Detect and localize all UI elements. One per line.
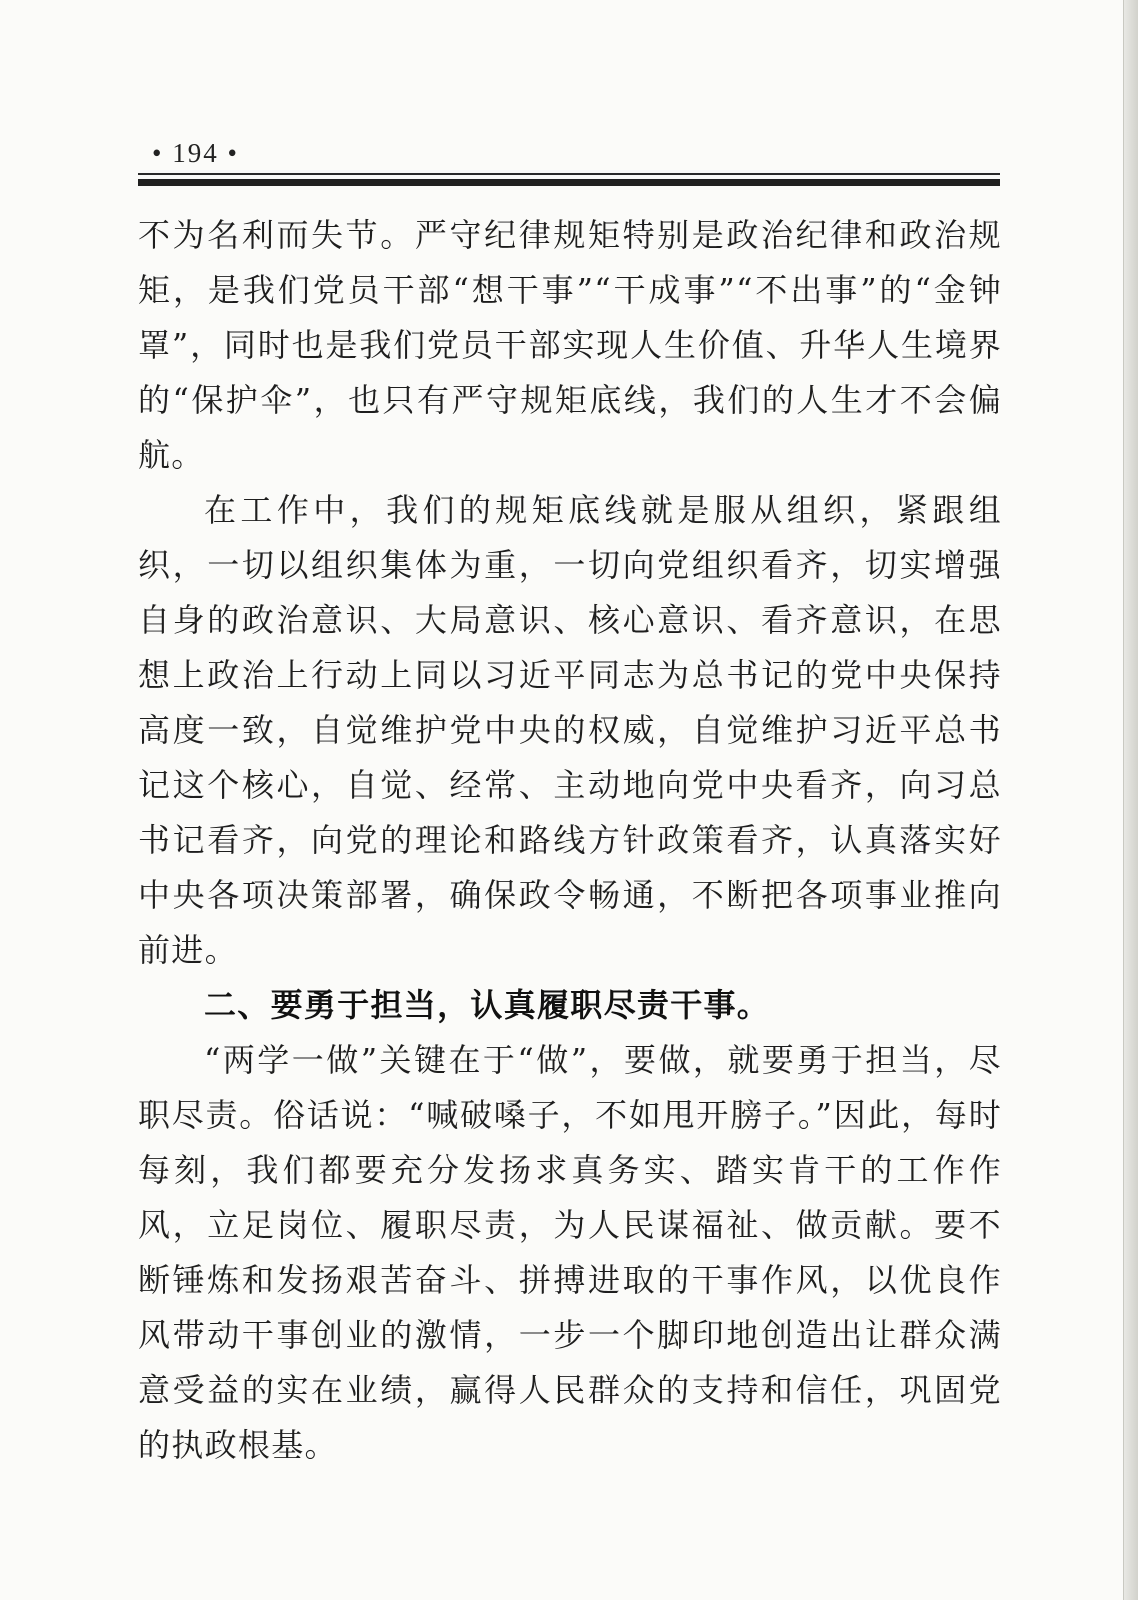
paragraph-continued: 不为名利而失节。严守纪律规矩特别是政治纪律和政治规矩，是我们党员干部“想干事”“干成事”“不出事”的“金钟罩”，同时也是我们党员干部实现人生价值、升华人生境界的“保护伞”，也只有严守规矩底线，我们的人生才不会偏航。 xyxy=(138,216,1002,474)
paragraph-work-rules: 在工作中，我们的规矩底线就是服从组织，紧跟组织，一切以组织集体为重，一切向党组织看齐，切实增强自身的政治意识、大局意识、核心意识、看齐意识，在思想上政治上行动上同以习近平同志为总书记的党中央保持高度一致，自觉维护党中央的权威，自觉维护习近平总书记这个核心，自觉、经常、主动地向党中央看齐，向习总书记看齐，向党的理论和路线方针政策看齐，认真落实好中央各项决策部署，确保政令畅通，不断把各项事业推向前进。 xyxy=(138,491,1002,969)
header-rule-thin xyxy=(138,173,1000,175)
paragraph-responsibility: “两学一做”关键在于“做”，要做，就要勇于担当，尽职尽责。俗话说：“喊破嗓子，不如甩开膀子。”因此，每时每刻，我们都要充分发扬求真务实、踏实肯干的工作作风，立足岗位、履职尽责，为人民谋福祉、做贡献。要不断锤炼和发扬艰苦奋斗、拼搏进取的干事作风，以优良作风带动干事创业的激情，一步一个脚印地创造出让群众满意受益的实在业绩，赢得人民群众的支持和信任，巩固党的执政根基。 xyxy=(138,1041,1002,1464)
body-text xyxy=(138,208,1002,1473)
scan-edge xyxy=(1124,0,1138,1600)
header-rule-thick xyxy=(138,179,1000,186)
page-number: • 194 • xyxy=(152,138,239,168)
section-heading: 二、要勇于担当，认真履职尽责干事。 xyxy=(204,986,771,1024)
page-header xyxy=(138,130,1000,190)
